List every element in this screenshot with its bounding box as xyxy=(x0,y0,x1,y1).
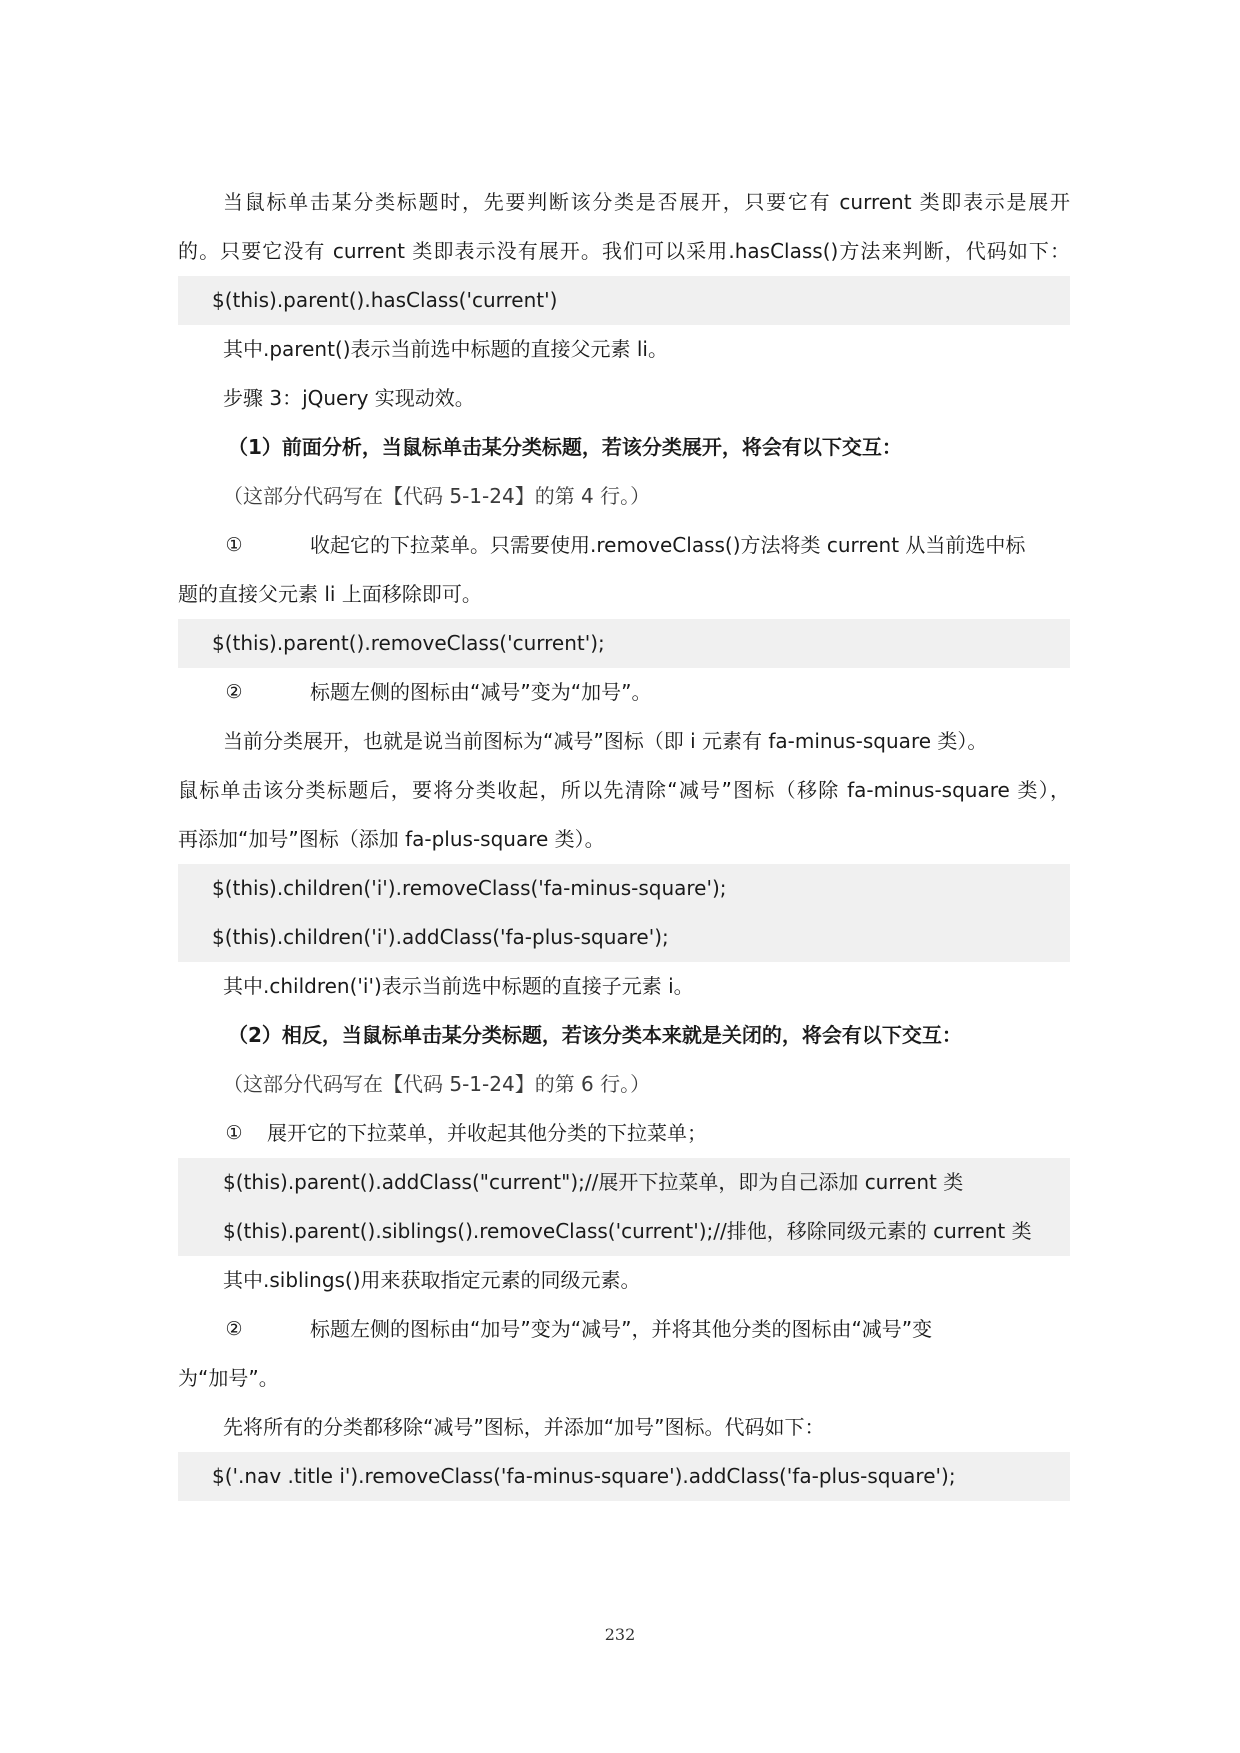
step-number: ① xyxy=(225,534,243,556)
step-number: ② xyxy=(225,1318,243,1340)
code-block xyxy=(178,1158,1070,1256)
paragraph-line: 步骤 3：jQuery 实现动效。 xyxy=(223,386,475,410)
section-heading: （1）前面分析，当鼠标单击某分类标题，若该分类展开，将会有以下交互： xyxy=(228,435,902,459)
code-line: $('.nav .title i').removeClass('fa-minus-square').addClass('fa-plus-square'); xyxy=(212,1464,956,1488)
step-text: 收起它的下拉菜单。只需要使用.removeClass()方法将类 current 从当前选中标 xyxy=(310,533,1026,557)
step-item xyxy=(178,1109,1070,1158)
code-line: $(this).parent().siblings().removeClass('current');//排他，移除同级元素的 current 类 xyxy=(223,1219,1032,1243)
code-block xyxy=(178,276,1070,325)
code-line: $(this).parent().addClass("current");//展开下拉菜单，即为自己添加 current 类 xyxy=(223,1170,964,1194)
paragraph-line: 其中.parent()表示当前选中标题的直接父元素 li。 xyxy=(223,337,668,361)
step-item xyxy=(178,521,1070,570)
code-block xyxy=(178,864,1070,962)
code-line: $(this).children('i').addClass('fa-plus-square'); xyxy=(212,925,669,949)
paragraph-line: 当鼠标单击某分类标题时，先要判断该分类是否展开，只要它有 current 类即表示是展开 xyxy=(223,190,1070,214)
section-heading: （2）相反，当鼠标单击某分类标题，若该分类本来就是关闭的，将会有以下交互： xyxy=(228,1023,962,1047)
note-line: （这部分代码写在【代码 5-1-24】的第 6 行。） xyxy=(223,1072,651,1096)
code-line: $(this).children('i').removeClass('fa-minus-square'); xyxy=(212,876,727,900)
code-block xyxy=(178,619,1070,668)
paragraph-line: 其中.siblings()用来获取指定元素的同级元素。 xyxy=(223,1268,641,1292)
code-block xyxy=(178,1452,1070,1501)
step-text: 标题左侧的图标由“减号”变为“加号”。 xyxy=(310,680,652,704)
step-number: ① xyxy=(225,1122,243,1144)
paragraph-line: 当前分类展开，也就是说当前图标为“减号”图标（即 i 元素有 fa-minus-square 类）。 xyxy=(223,729,988,753)
step-item xyxy=(178,1305,1070,1354)
step-text: 标题左侧的图标由“加号”变为“减号”，并将其他分类的图标由“减号”变 xyxy=(310,1317,933,1341)
paragraph-line: 的。只要它没有 current 类即表示没有展开。我们可以采用.hasClass()方法来判断，代码如下： xyxy=(178,239,1070,263)
step-item xyxy=(178,668,1070,717)
paragraph-line: 鼠标单击该分类标题后，要将分类收起，所以先清除“减号”图标（移除 fa-minus-square 类）， xyxy=(178,778,1070,802)
note-line: （这部分代码写在【代码 5-1-24】的第 4 行。） xyxy=(223,484,651,508)
step-text: 展开它的下拉菜单，并收起其他分类的下拉菜单； xyxy=(267,1121,707,1145)
paragraph-line: 为“加号”。 xyxy=(178,1366,279,1390)
step-number: ② xyxy=(225,681,243,703)
paragraph-line: 题的直接父元素 li 上面移除即可。 xyxy=(178,582,482,606)
code-line: $(this).parent().hasClass('current') xyxy=(212,288,558,312)
paragraph-line: 先将所有的分类都移除“减号”图标，并添加“加号”图标。代码如下： xyxy=(223,1415,825,1439)
paragraph-line: 再添加“加号”图标（添加 fa-plus-square 类）。 xyxy=(178,827,605,851)
page-number: 232 xyxy=(604,1625,636,1644)
page-body xyxy=(178,178,1070,1501)
code-line: $(this).parent().removeClass('current'); xyxy=(212,631,605,655)
paragraph-line: 其中.children('i')表示当前选中标题的直接子元素 i。 xyxy=(223,974,694,998)
